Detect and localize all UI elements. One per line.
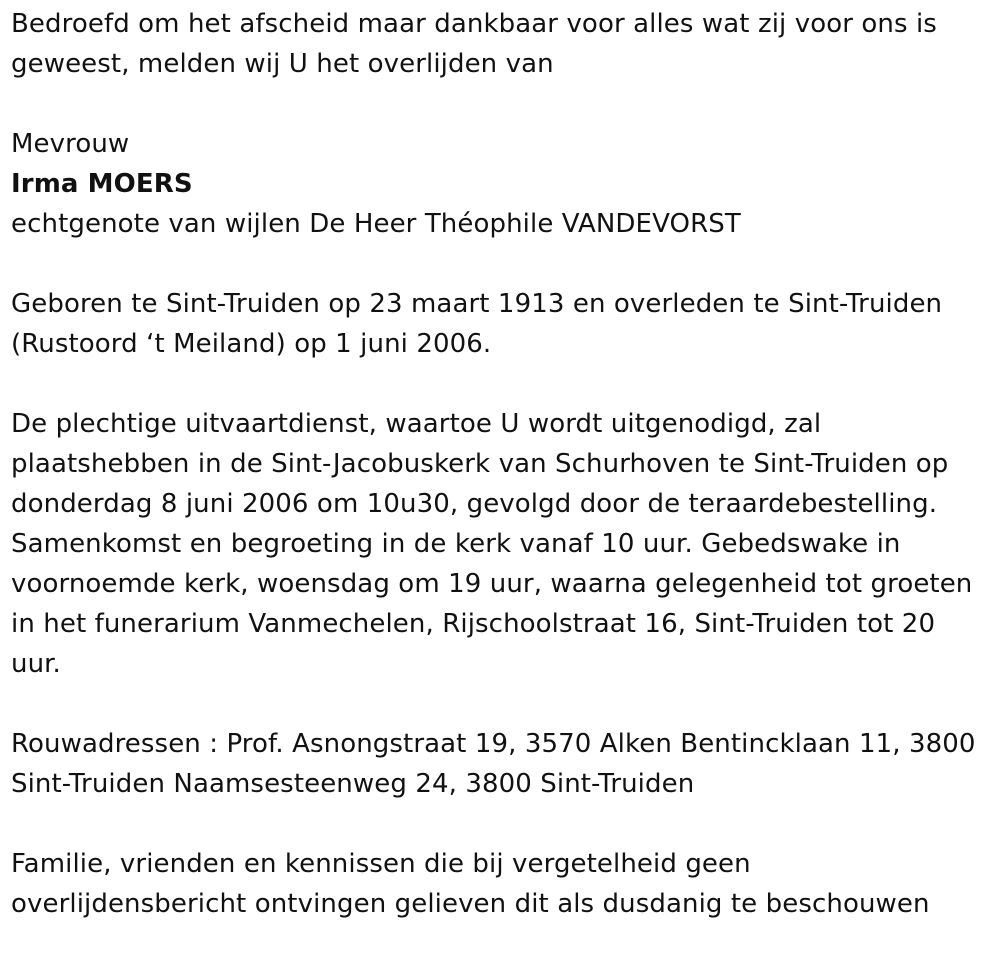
service-line: voornoemde kerk, woensdag om 19 uur, waarna gelegenheid tot groeten [11,569,973,599]
addresses-line-2: Sint-Truiden Naamsesteenweg 24, 3800 Sint-Truiden [11,769,695,799]
service-line: Samenkomst en begroeting in de kerk vanaf 10 uur. Gebedswake in [11,529,901,559]
closing-line-2: overlijdensbericht ontvingen gelieven dit als dusdanig te beschouwen [11,889,930,919]
spouse-line: echtgenote van wijlen De Heer Théophile VANDEVORST [11,209,741,239]
addresses-line-1: Rouwadressen : Prof. Asnongstraat 19, 3570 Alken Bentincklaan 11, 3800 [11,729,976,759]
spacer [11,684,990,724]
service-line: De plechtige uitvaartdienst, waartoe U wordt uitgenodigd, zal [11,409,822,439]
service-line: plaatshebben in de Sint-Jacobuskerk van Schurhoven te Sint-Truiden op [11,449,949,479]
intro-paragraph [11,4,990,84]
service-line: in het funerarium Vanmechelen, Rijschoolstraat 16, Sint-Truiden tot 20 [11,609,936,639]
birth-death-line-1: Geboren te Sint-Truiden op 23 maart 1913 en overleden te Sint-Truiden [11,289,943,319]
intro-line-1: Bedroefd om het afscheid maar dankbaar voor alles wat zij voor ons is [11,9,937,39]
spacer [11,244,990,284]
person-block [11,124,990,244]
birth-death-paragraph [11,284,990,364]
spacer [11,84,990,124]
service-line: uur. [11,649,61,679]
birth-death-line-2: (Rustoord ‘t Meiland) op 1 juni 2006. [11,329,492,359]
spacer [11,364,990,404]
deceased-name: Irma MOERS [11,169,193,199]
spacer [11,804,990,844]
salutation: Mevrouw [11,129,130,159]
intro-line-2: geweest, melden wij U het overlijden van [11,49,554,79]
closing-paragraph [11,844,990,924]
addresses-paragraph [11,724,990,804]
closing-line-1: Familie, vrienden en kennissen die bij vergetelheid geen [11,849,751,879]
service-paragraph [11,404,990,684]
service-line: donderdag 8 juni 2006 om 10u30, gevolgd door de teraardebestelling. [11,489,938,519]
